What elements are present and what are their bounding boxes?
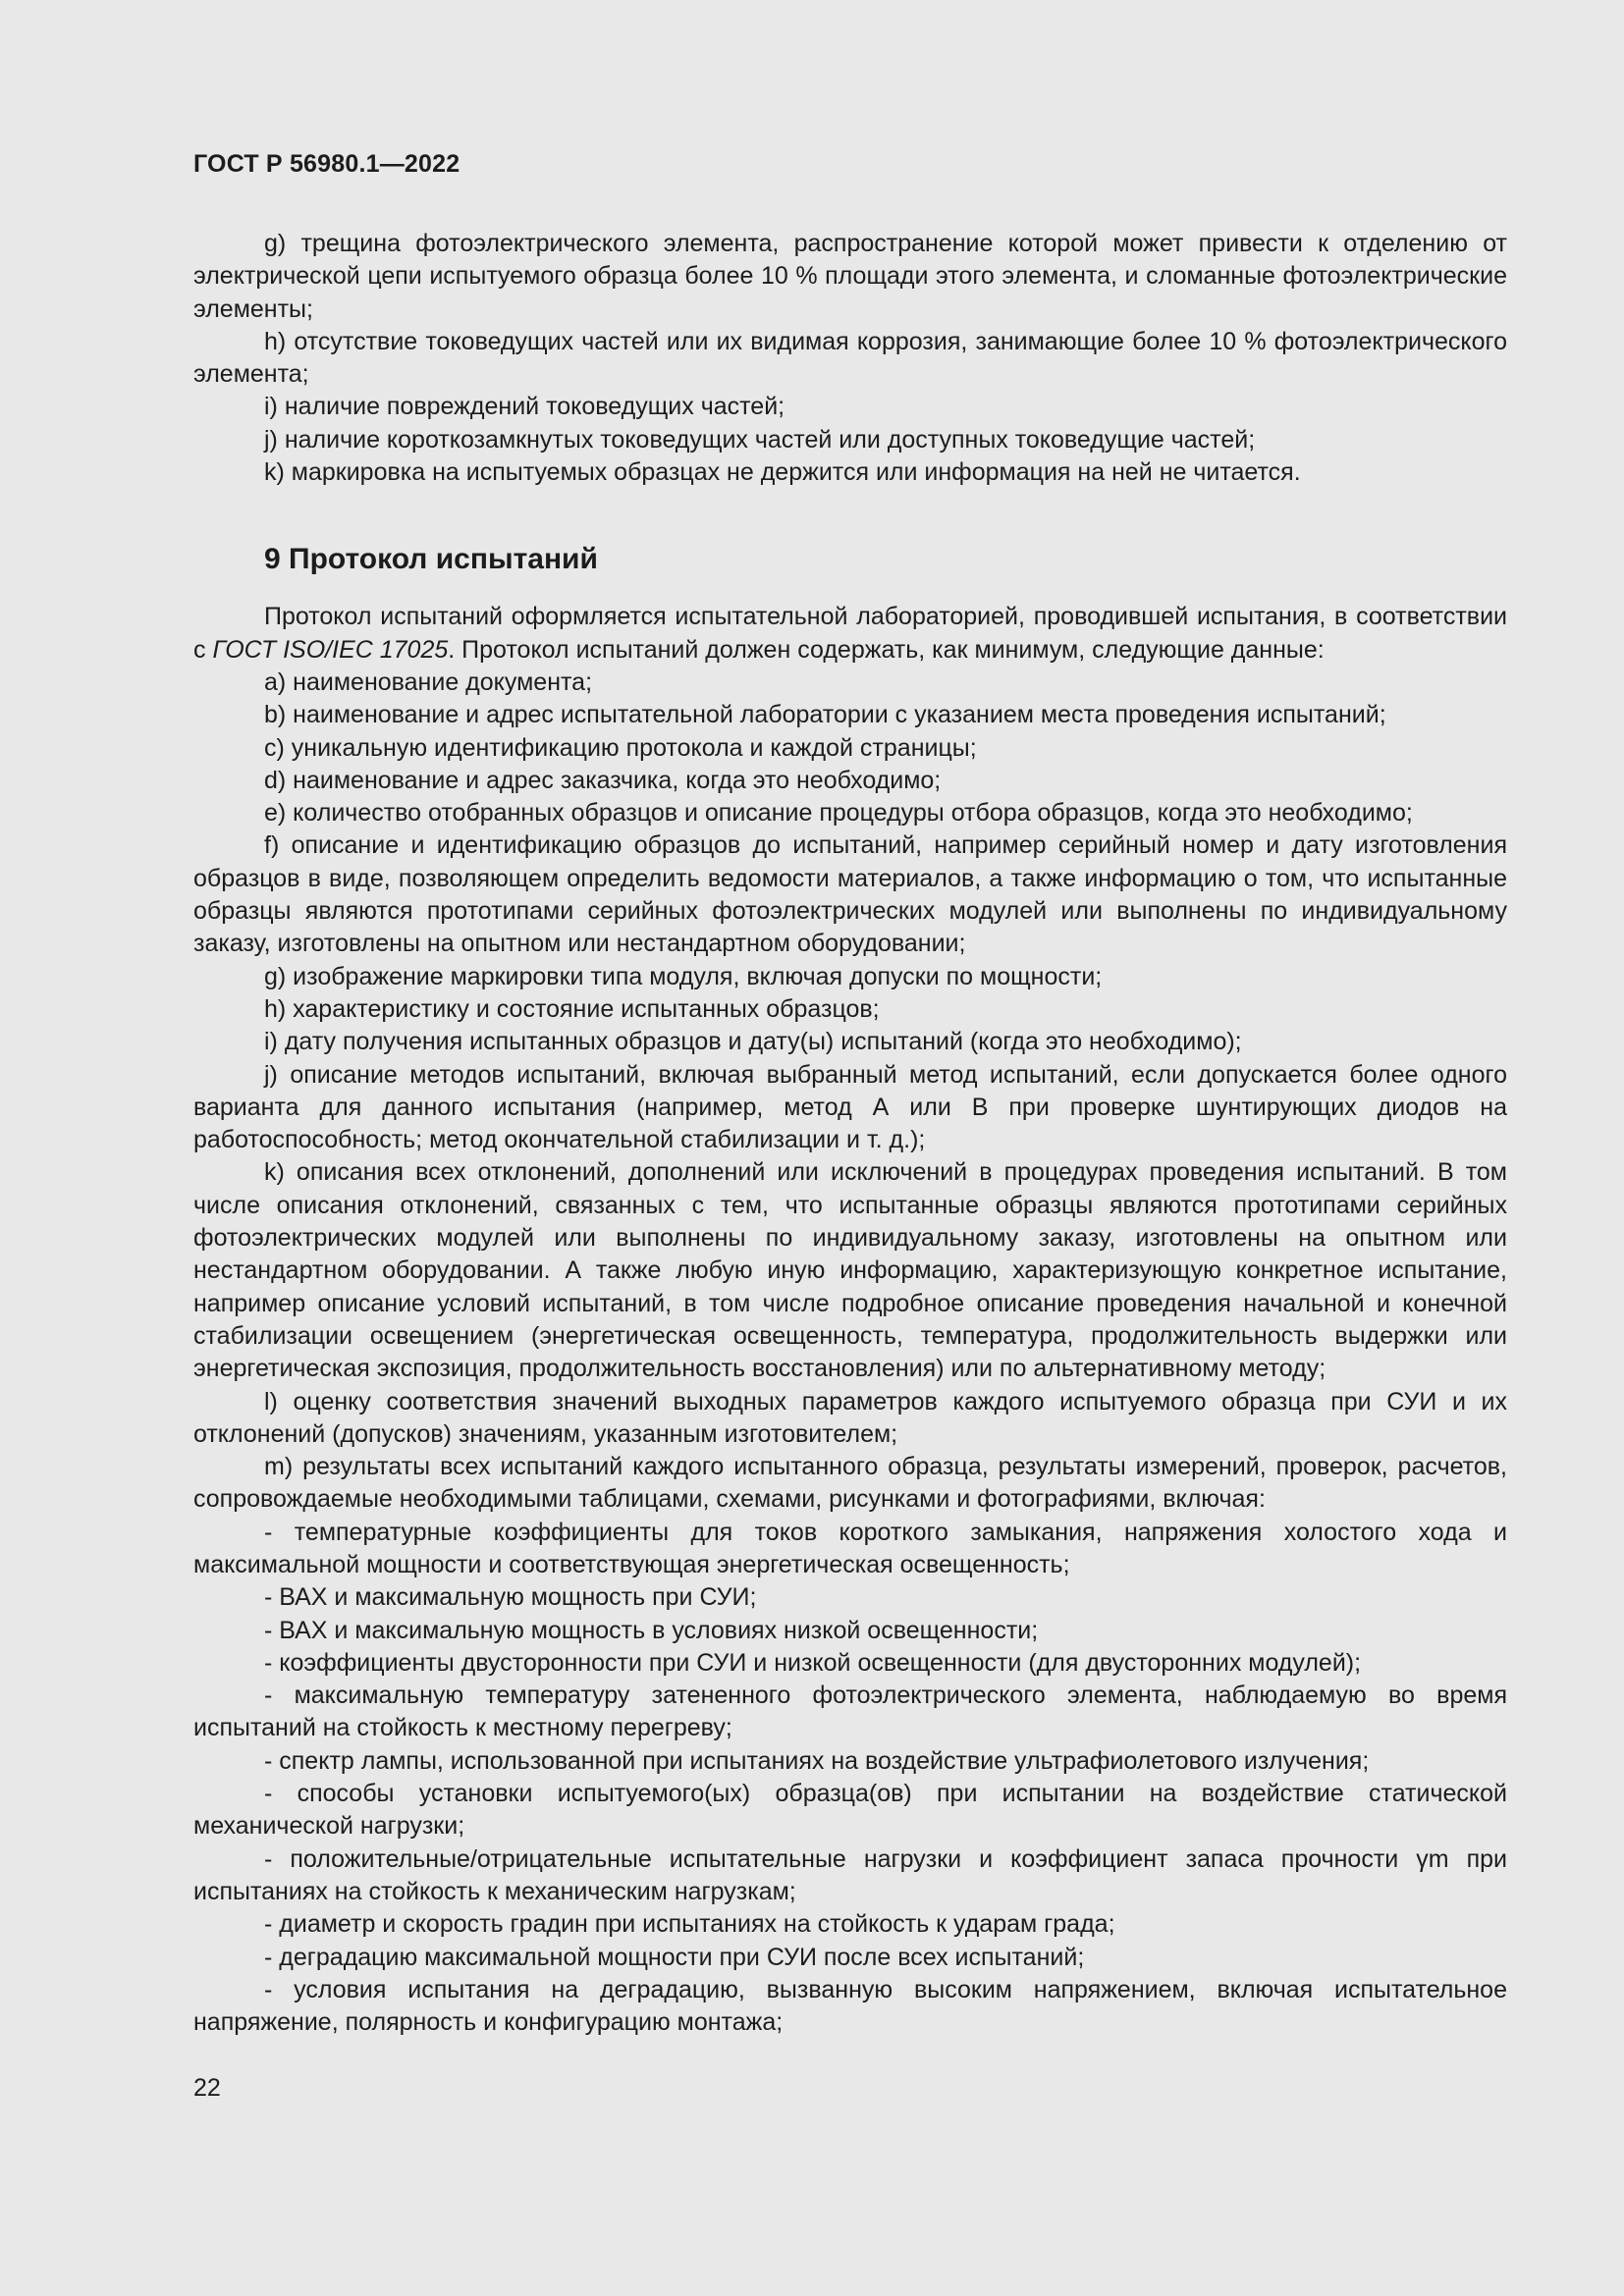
dash-item: - спектр лампы, использованной при испытаниях на воздействие ультрафиолетового излучения; xyxy=(264,1746,1370,1775)
lead-text: Протокол испытаний оформляется испытательной лабораторией, проводившей испытания, в соответствии с xyxy=(193,603,1507,664)
list-item-f: f) описание и идентификацию образцов до испытаний, например серийный номер и дату изготовления образцов в виде, позволяющем определить ведомости материалов, а также информацию о том, что испытанные образцы являются прототипами серийных фотоэлектрических модулей или выполнены по индивидуальному заказу, изготовлены на опытном или нестандартном оборудовании; xyxy=(193,831,1507,958)
dash-item: - положительные/отрицательные испытательные нагрузки и коэффициент запаса прочности γm при испытаниях на стойкость к механическим нагрузкам; xyxy=(193,1844,1507,1905)
list-item-i2: i) дату получения испытанных образцов и дату(ы) испытаний (когда это необходимо); xyxy=(264,1028,1242,1056)
list-item-i: i) наличие повреждений токоведущих частей; xyxy=(264,393,785,421)
document-page xyxy=(193,147,1507,2039)
list-item-j: j) наличие короткозамкнутых токоведущих частей или доступных токоведущие частей; xyxy=(264,425,1256,454)
list-item-c: c) уникальную идентификацию протокола и каждой страницы; xyxy=(264,733,977,762)
list-item-j2: j) описание методов испытаний, включая выбранный метод испытаний, если допускается более одного варианта для данного испытания (например, метод А или В при проверке шунтирующих диодов на работоспособность; метод окончательной стабилизации и т. д.); xyxy=(193,1060,1507,1154)
list-item-h: h) отсутствие токоведущих частей или их видимая коррозия, занимающие более 10 % фотоэлектрического элемента; xyxy=(193,327,1507,389)
list-item-m: m) результаты всех испытаний каждого испытанного образца, результаты измерений, проверок, расчетов, сопровождаемые необходимыми таблицами, схемами, рисунками и фотографиями, включая: xyxy=(193,1453,1507,1514)
list-item-k: k) маркировка на испытуемых образцах не держится или информация на ней не читается. xyxy=(264,458,1301,487)
list-item-k2: k) описания всех отклонений, дополнений или исключений в процедурах проведения испытаний. В том числе описания отклонений, связанных с тем, что испытанные образцы являются прототипами серийных фотоэлектрических модулей или выполнены по индивидуальному заказу, изготовлены на опытном или нестандартном оборудовании. А также любую иную информацию, характеризующую конкретное испытание, например описание условий испытаний, в том числе подробное описание проведения начальной и конечной стабилизации освещением (энергетическая освещенность, температура, продолжительность выдержки или энергетическая экспозиция, продолжительность восстановления) или по альтернативному методу; xyxy=(193,1158,1507,1383)
page-number: 22 xyxy=(193,2074,221,2102)
list-item-l: l) оценку соответствия значений выходных параметров каждого испытуемого образца при СУИ и их отклонений (допусков) значениям, указанным изготовителем; xyxy=(193,1387,1507,1448)
dash-item: - способы установки испытуемого(ых) образца(ов) при испытании на воздействие статической механической нагрузки; xyxy=(193,1780,1507,1841)
section-body xyxy=(193,601,1507,2039)
list-item-e: e) количество отобранных образцов и описание процедуры отбора образцов, когда это необходимо; xyxy=(264,799,1413,828)
dash-item: - максимальную температуру затененного фотоэлектрического элемента, наблюдаемую во время испытаний на стойкость к местному перегреву; xyxy=(193,1682,1507,1742)
dash-item: - диаметр и скорость градин при испытаниях на стойкость к ударам града; xyxy=(264,1910,1115,1939)
list-item-h2: h) характеристику и состояние испытанных образцов; xyxy=(264,994,880,1023)
dash-item: - ВАХ и максимальную мощность в условиях низкой освещенности; xyxy=(264,1616,1039,1644)
dash-item: - ВАХ и максимальную мощность при СУИ; xyxy=(264,1583,757,1612)
lead-text-end: . Протокол испытаний должен содержать, как минимум, следующие данные: xyxy=(448,635,1325,664)
standard-reference: ГОСТ ISO/IEC 17025 xyxy=(212,635,449,664)
section-lead xyxy=(193,601,1507,667)
document-header: ГОСТ Р 56980.1—2022 xyxy=(193,150,460,178)
dash-item: - температурные коэффициенты для токов короткого замыкания, напряжения холостого хода и максимальной мощности и соответствующая энергетическая освещенность; xyxy=(193,1518,1507,1578)
list-item-a: a) наименование документа; xyxy=(264,667,593,696)
list-item-b: b) наименование и адрес испытательной лаборатории с указанием места проведения испытаний; xyxy=(264,701,1386,729)
list-item-d: d) наименование и адрес заказчика, когда это необходимо; xyxy=(264,766,942,794)
dash-item: - коэффициенты двусторонности при СУИ и низкой освещенности (для двусторонних модулей); xyxy=(264,1648,1362,1677)
list-item-g: g) трещина фотоэлектрического элемента, распространение которой может привести к отделению от электрической цепи испытуемого образца более 10 % площади этого элемента, и сломанные фотоэлектрические элементы; xyxy=(193,230,1507,323)
list-item-g2: g) изображение маркировки типа модуля, включая допуски по мощности; xyxy=(264,962,1103,990)
dash-item: - деградацию максимальной мощности при СУИ после всех испытаний; xyxy=(264,1943,1085,1971)
dash-item: - условия испытания на деградацию, вызванную высоким напряжением, включая испытательное напряжение, полярность и конфигурацию монтажа; xyxy=(193,1975,1507,2037)
section-title: 9 Протокол испытаний xyxy=(264,543,598,576)
intro-list xyxy=(193,228,1507,489)
